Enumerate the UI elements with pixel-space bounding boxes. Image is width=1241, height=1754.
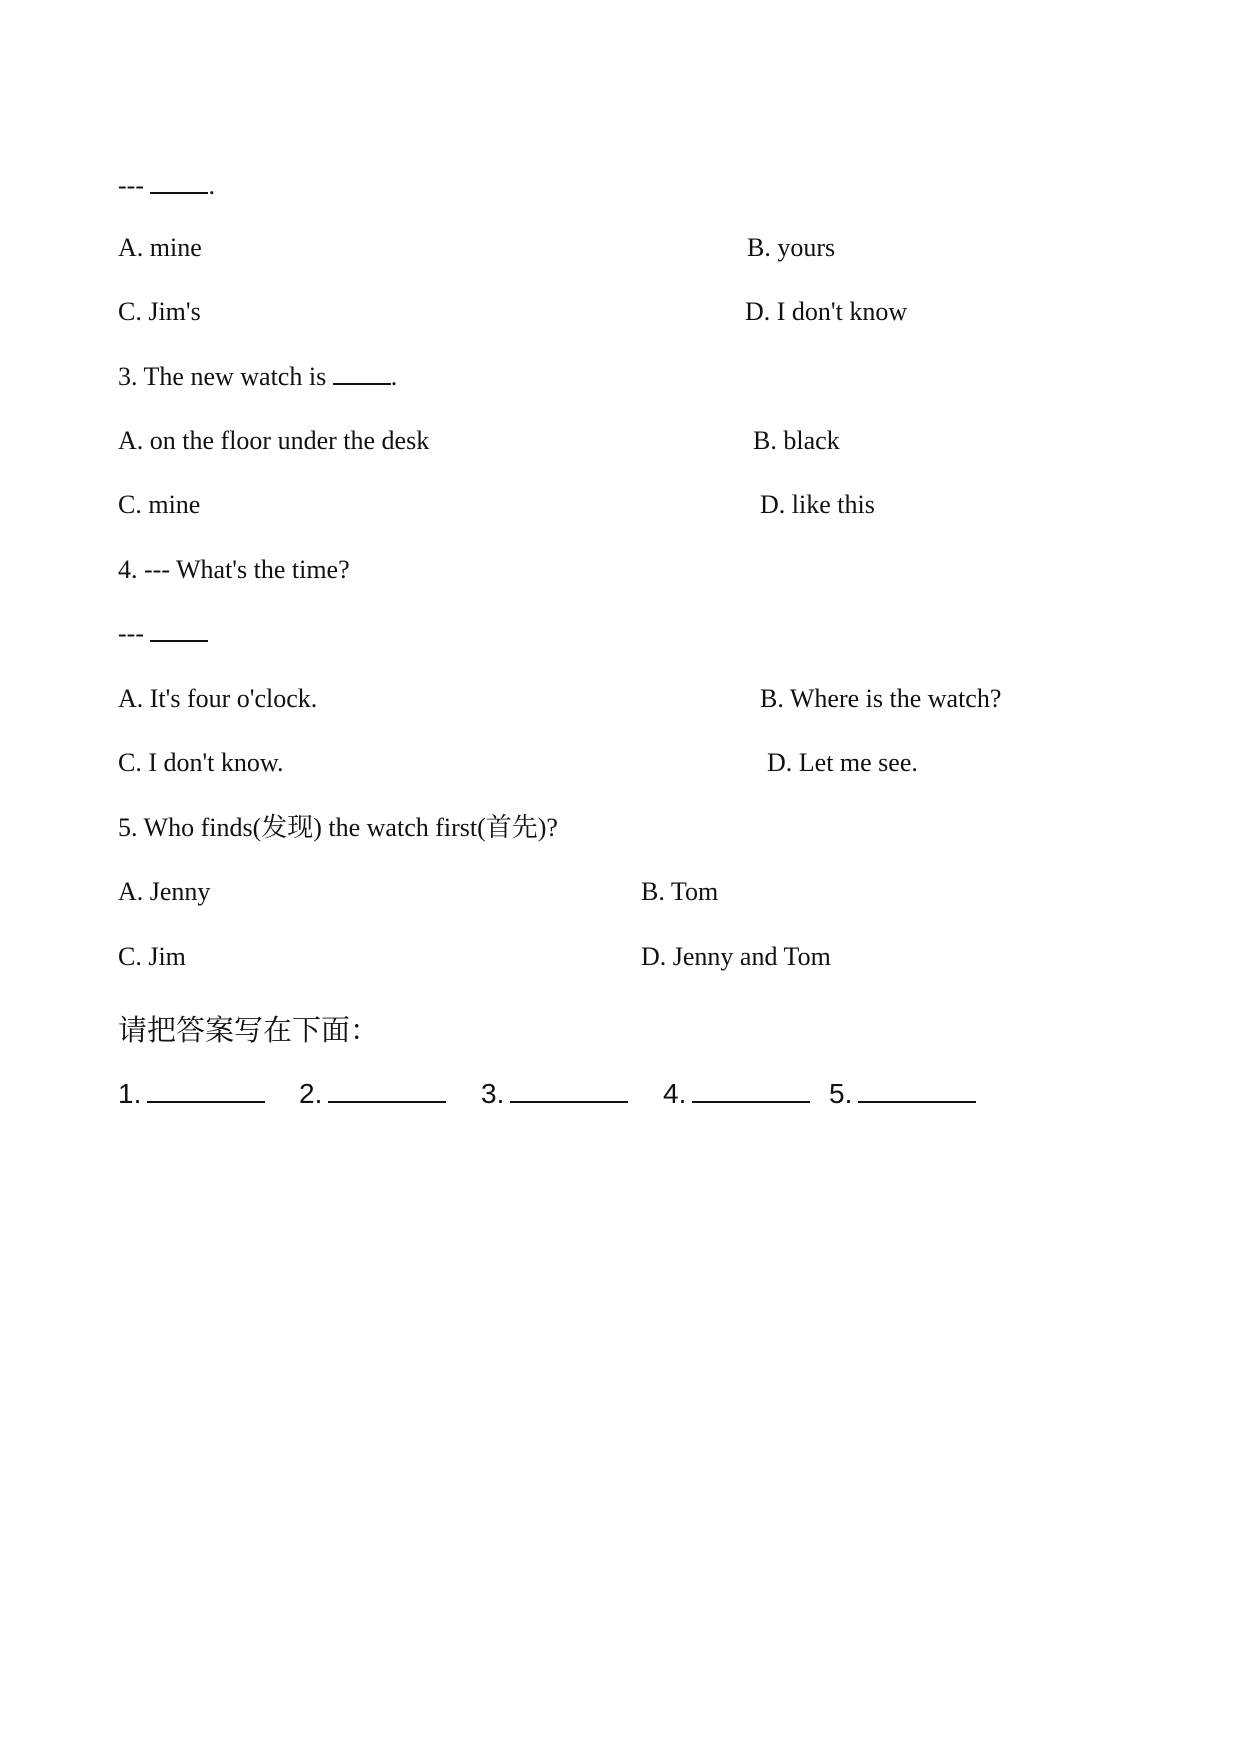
answer-slot-3[interactable] [481,1077,628,1111]
answer-label: 2. [299,1078,323,1109]
q5-option-d: D. Jenny and Tom [641,942,831,971]
q4-option-b: B. Where is the watch? [760,684,1002,713]
q4-option-d: D. Let me see. [767,748,918,777]
q3-stem [118,361,397,393]
q4-answer-line [118,618,208,650]
answer-line[interactable] [510,1077,628,1103]
answer-line[interactable] [692,1077,810,1103]
answer-blank[interactable] [150,170,208,194]
answer-slot-5[interactable] [829,1077,976,1111]
q2-answer-line [118,170,215,202]
q4-stem: 4. --- What's the time? [118,555,350,584]
q3-option-d: D. like this [760,490,875,519]
answer-label: 5. [829,1078,853,1109]
answer-blank[interactable] [150,618,208,642]
q3-option-b: B. black [753,426,840,455]
dash-prefix: --- [118,619,144,648]
answer-line[interactable] [147,1077,265,1103]
q4-option-c: C. I don't know. [118,748,284,777]
answer-section-heading: 请把答案写在下面： [118,1013,380,1047]
answer-slot-1[interactable] [118,1077,265,1111]
answer-slot-4[interactable] [663,1077,810,1111]
answer-label: 1. [118,1078,142,1109]
q3-option-a: A. on the floor under the desk [118,426,430,455]
q5-option-b: B. Tom [641,877,719,906]
answer-line[interactable] [858,1077,976,1103]
question-text: 3. The new watch is [118,362,327,391]
q5-option-a: A. Jenny [118,877,211,906]
punctuation: . [390,362,398,391]
punctuation: . [208,171,215,200]
dash-prefix: --- [118,171,144,200]
answer-label: 3. [481,1078,505,1109]
answer-slot-2[interactable] [299,1077,446,1111]
q4-option-a: A. It's four o'clock. [118,684,318,713]
q2-option-c: C. Jim's [118,297,201,326]
answer-line[interactable] [328,1077,446,1103]
q5-option-c: C. Jim [118,942,186,971]
q3-option-c: C. mine [118,490,201,519]
answer-label: 4. [663,1078,687,1109]
q2-option-d: D. I don't know [745,297,908,326]
q2-option-b: B. yours [747,233,836,262]
q2-option-a: A. mine [118,233,202,262]
answer-blank[interactable] [333,361,391,385]
q5-stem: 5. Who finds(发现) the watch first(首先)? [118,813,558,842]
